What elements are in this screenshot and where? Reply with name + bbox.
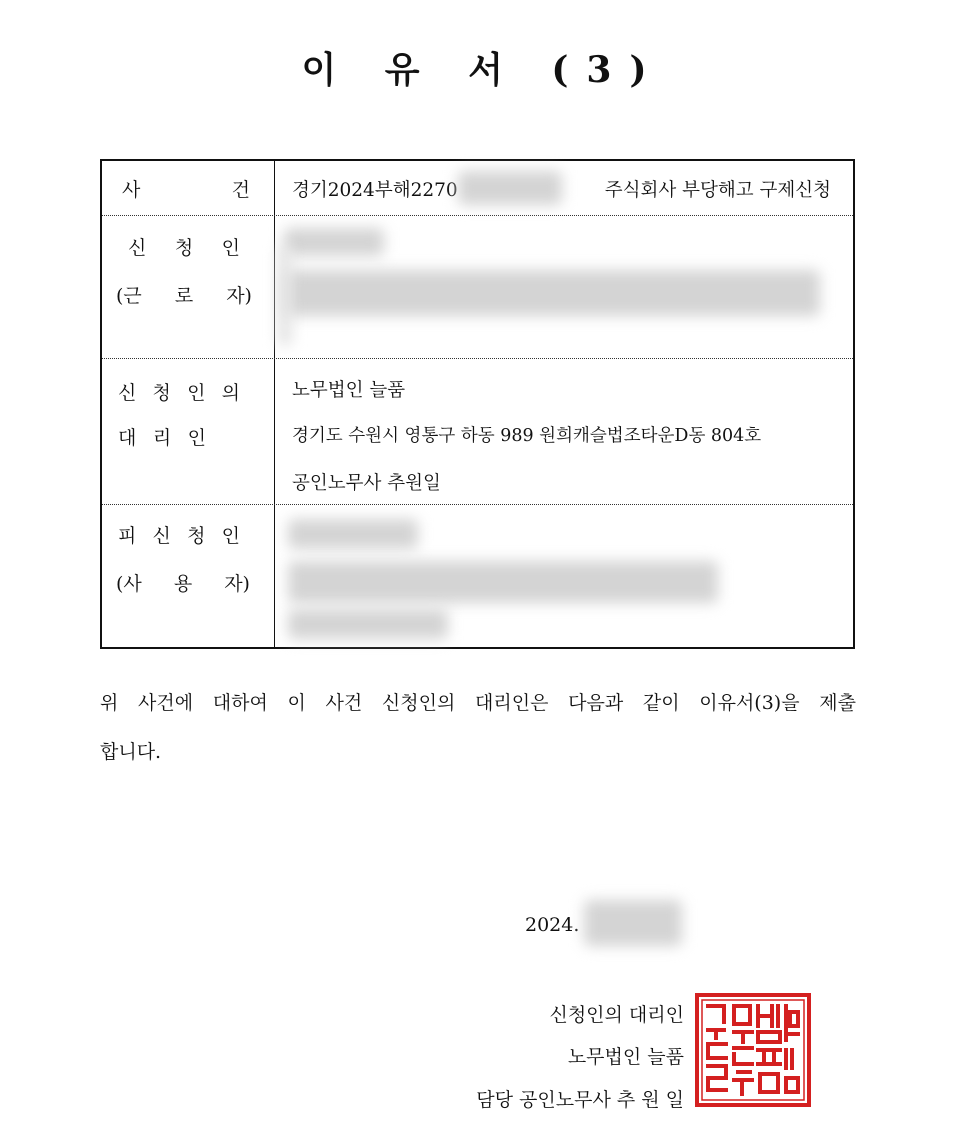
- label-char: 의: [221, 382, 240, 404]
- label-char: 신: [118, 382, 137, 404]
- agent-representative: 공인노무사 추원일: [292, 473, 441, 494]
- label-char: 로: [174, 285, 194, 307]
- signer-attorney: 담당 공인노무사 추 원 일: [476, 1089, 684, 1111]
- label-char: 신: [128, 237, 147, 259]
- signer-firm: 노무법인 늘품: [567, 1046, 684, 1068]
- label-char: 피: [118, 525, 137, 547]
- redacted-date: [584, 900, 682, 946]
- body-word: 신청인의: [381, 692, 456, 714]
- body-word: 위: [100, 692, 119, 714]
- body-paragraph-line-2: 합니다.: [100, 741, 162, 763]
- label-char: 용: [173, 573, 193, 595]
- label-char: 인: [187, 382, 206, 404]
- label-char: 인: [187, 427, 206, 449]
- label-char: (사: [116, 573, 142, 595]
- body-word: 같이: [642, 692, 680, 714]
- body-word: 이유서(3)을: [699, 692, 800, 714]
- label-char: 신: [152, 525, 171, 547]
- case-name: 주식회사 부당해고 구제신청: [604, 180, 831, 201]
- submission-date: 2024.: [525, 914, 580, 936]
- row-case: [102, 161, 853, 216]
- label-char: 사: [122, 179, 141, 201]
- body-word: 대리인은: [475, 692, 549, 714]
- label-char: 자): [226, 285, 252, 307]
- label-respondent: [102, 505, 274, 649]
- body-word: 사건에: [138, 692, 194, 714]
- label-char: 인: [221, 525, 240, 547]
- label-agent: [102, 359, 274, 504]
- label-char: 청: [187, 525, 206, 547]
- case-number: 경기2024부해2270: [292, 180, 458, 201]
- redacted-applicant-address: [284, 270, 820, 316]
- official-seal-stamp: [694, 992, 812, 1108]
- redacted-respondent-name: [288, 519, 418, 549]
- agent-firm: 노무법인 늘품: [292, 380, 406, 401]
- body-word: 대하여: [212, 692, 268, 714]
- label-applicant: [102, 216, 274, 358]
- redacted-respondent-representative: [288, 609, 448, 639]
- body-word: 이: [287, 692, 306, 714]
- label-char: 청: [152, 382, 171, 404]
- label-char: (근: [116, 285, 142, 307]
- seal-icon: [694, 992, 812, 1108]
- body-word: 제출: [819, 692, 856, 714]
- case-info-table: [100, 159, 855, 649]
- redacted-respondent-address: [288, 561, 718, 603]
- redacted-company-name: [458, 171, 562, 205]
- redacted-applicant-edge: [278, 246, 292, 346]
- body-word: 사건: [325, 692, 363, 714]
- label-char: 대: [118, 427, 137, 449]
- body-word: 다음과: [568, 692, 624, 714]
- label-char: 인: [221, 237, 240, 259]
- row-applicant: [102, 216, 853, 359]
- label-char: 리: [152, 427, 172, 449]
- signer-role: 신청인의 대리인: [549, 1004, 684, 1026]
- redacted-applicant-name: [284, 228, 384, 256]
- document-title: 이 유 서 (3): [301, 49, 665, 91]
- label-case: [102, 161, 274, 215]
- agent-address: 경기도 수원시 영통구 하동 989 원희캐슬법조타운D동 804호: [292, 426, 762, 446]
- row-agent: [102, 359, 853, 505]
- row-respondent: [102, 505, 853, 649]
- label-char: 건: [231, 179, 250, 201]
- label-char: 청: [174, 237, 194, 259]
- label-char: 자): [224, 573, 250, 595]
- body-paragraph-line-1: [100, 688, 856, 715]
